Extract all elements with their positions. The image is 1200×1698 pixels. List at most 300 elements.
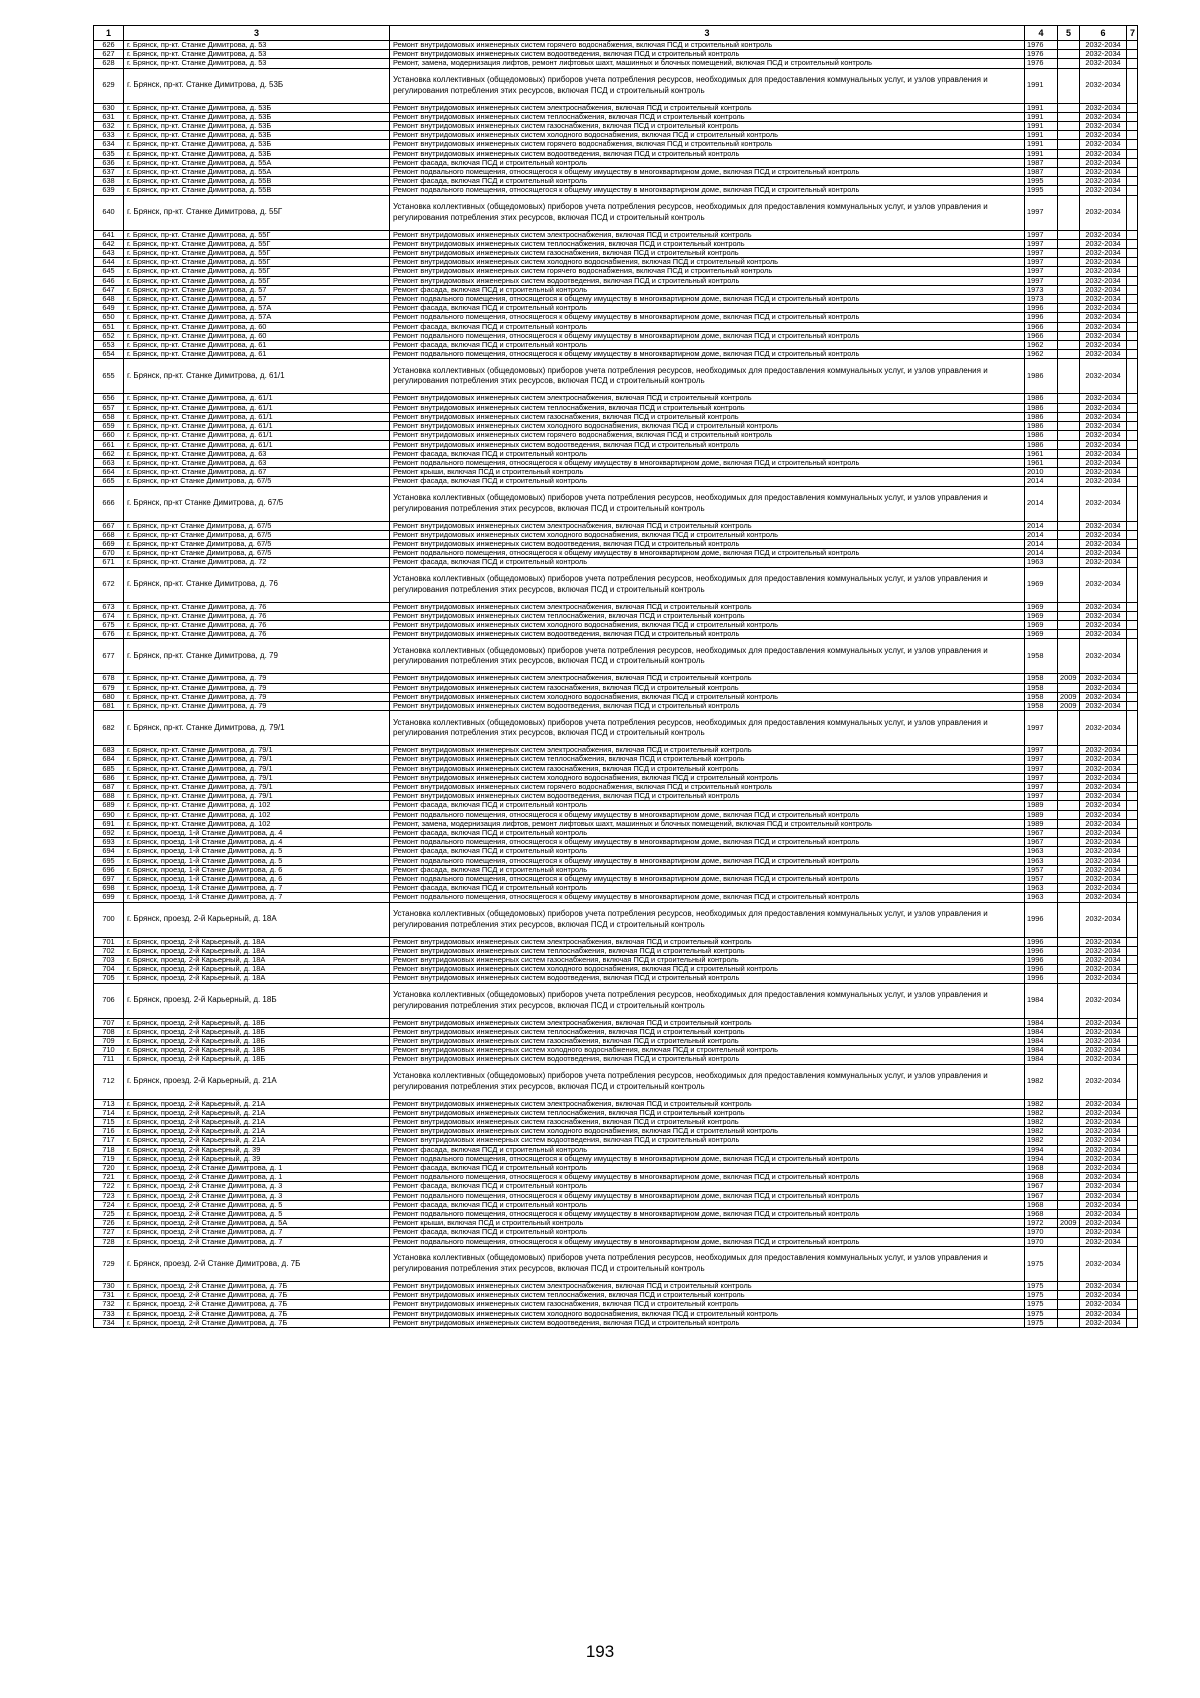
work-type-cell: Ремонт подвального помещения, относящегося к общему имуществу в многоквартирном доме, включая ПСД и строительный контроль [390,838,1025,847]
planned-period-cell: 2032-2034 [1080,884,1127,893]
address-cell: г. Брянск, проезд. 2-й Карьерный, д. 21А [124,1064,390,1099]
planned-period-cell: 2032-2034 [1080,267,1127,276]
planned-period-cell: 2032-2034 [1080,1108,1127,1117]
planned-period-cell: 2032-2034 [1080,1136,1127,1145]
extra-cell [1127,1318,1138,1327]
table-row [94,692,1138,701]
extra-cell [1127,764,1138,773]
extra-cell [1127,186,1138,195]
last-repair-year-cell [1058,965,1080,974]
planned-period-cell: 2032-2034 [1080,755,1127,764]
extra-cell [1127,1027,1138,1036]
extra-cell [1127,1127,1138,1136]
last-repair-year-cell [1058,1246,1080,1281]
planned-period-cell: 2032-2034 [1080,692,1127,701]
table-row [94,195,1138,230]
row-number: 666 [94,486,124,521]
row-number: 685 [94,764,124,773]
address-cell: г. Брянск, пр-кт. Станке Димитрова, д. 67 [124,468,390,477]
planned-period-cell: 2032-2034 [1080,530,1127,539]
work-type-cell: Ремонт внутридомовых инженерных систем теплоснабжения, включая ПСД и строительный контроль [390,403,1025,412]
extra-cell [1127,865,1138,874]
extra-cell [1127,801,1138,810]
last-repair-year-cell [1058,983,1080,1018]
work-type-cell: Ремонт внутридомовых инженерных систем теплоснабжения, включая ПСД и строительный контроль [390,112,1025,121]
table-row [94,865,1138,874]
work-type-cell: Ремонт внутридомовых инженерных систем водоотведения, включая ПСД и строительный контроль [390,701,1025,710]
row-number: 668 [94,530,124,539]
row-number: 717 [94,1136,124,1145]
planned-period-cell: 2032-2034 [1080,828,1127,837]
row-number: 645 [94,267,124,276]
address-cell: г. Брянск, пр-кт. Станке Димитрова, д. 57А [124,304,390,313]
address-cell: г. Брянск, проезд. 1-й Станке Димитрова, д. 5 [124,847,390,856]
row-number: 682 [94,711,124,746]
last-repair-year-cell [1058,711,1080,746]
last-repair-year-cell [1058,477,1080,486]
planned-period-cell: 2032-2034 [1080,168,1127,177]
table-row [94,249,1138,258]
row-number: 631 [94,112,124,121]
address-cell: г. Брянск, проезд. 2-й Станке Димитрова, д. 7Б [124,1309,390,1318]
last-repair-year-cell [1058,331,1080,340]
work-type-cell: Ремонт, замена, модернизация лифтов, ремонт лифтовых шахт, машинных и блочных помещений, включая ПСД и строительный контроль [390,819,1025,828]
planned-period-cell: 2032-2034 [1080,449,1127,458]
year-built-cell: 1986 [1025,403,1058,412]
last-repair-year-cell [1058,1281,1080,1290]
work-type-cell: Установка коллективных (общедомовых) приборов учета потребления ресурсов, необходимых для предоставления коммунальных услуг, и узлов управления и регулирования потребления этих ресурсов, включая ПСД и строительный контроль [390,1246,1025,1281]
table-row [94,1136,1138,1145]
year-built-cell: 1997 [1025,195,1058,230]
row-number: 675 [94,620,124,629]
table-row [94,711,1138,746]
last-repair-year-cell [1058,1037,1080,1046]
work-type-cell: Ремонт подвального помещения, относящегося к общему имуществу в многоквартирном доме, включая ПСД и строительный контроль [390,168,1025,177]
row-number: 695 [94,856,124,865]
table-row [94,893,1138,902]
last-repair-year-cell [1058,521,1080,530]
address-cell: г. Брянск, пр-кт. Станке Димитрова, д. 60 [124,331,390,340]
row-number: 718 [94,1145,124,1154]
address-cell: г. Брянск, пр-кт. Станке Димитрова, д. 102 [124,819,390,828]
last-repair-year-cell [1058,50,1080,59]
last-repair-year-cell [1058,801,1080,810]
address-cell: г. Брянск, проезд. 2-й Карьерный, д. 18Б [124,983,390,1018]
work-type-cell: Ремонт подвального помещения, относящегося к общему имуществу в многоквартирном доме, включая ПСД и строительный контроль [390,1210,1025,1219]
planned-period-cell: 2032-2034 [1080,1127,1127,1136]
last-repair-year-cell [1058,449,1080,458]
table-row [94,403,1138,412]
table-row [94,838,1138,847]
planned-period-cell: 2032-2034 [1080,350,1127,359]
address-cell: г. Брянск, проезд. 1-й Станке Димитрова, д. 7 [124,893,390,902]
address-cell: г. Брянск, пр-кт Станке Димитрова, д. 67/5 [124,539,390,548]
work-type-cell: Ремонт подвального помещения, относящегося к общему имуществу в многоквартирном доме, включая ПСД и строительный контроль [390,313,1025,322]
address-cell: г. Брянск, пр-кт. Станке Димитрова, д. 55Г [124,258,390,267]
extra-cell [1127,937,1138,946]
table-row [94,1064,1138,1099]
extra-cell [1127,946,1138,955]
table-row [94,103,1138,112]
work-type-cell: Ремонт внутридомовых инженерных систем электроснабжения, включая ПСД и строительный контроль [390,674,1025,683]
row-number: 663 [94,458,124,467]
year-built-cell: 1969 [1025,567,1058,602]
work-type-cell: Установка коллективных (общедомовых) приборов учета потребления ресурсов, необходимых для предоставления коммунальных услуг, и узлов управления и регулирования потребления этих ресурсов, включая ПСД и строительный контроль [390,567,1025,602]
last-repair-year-cell [1058,1309,1080,1318]
work-type-cell: Ремонт внутридомовых инженерных систем электроснабжения, включая ПСД и строительный контроль [390,230,1025,239]
extra-cell [1127,1164,1138,1173]
year-built-cell: 1996 [1025,902,1058,937]
table-row [94,1055,1138,1064]
year-built-cell: 1958 [1025,639,1058,674]
address-cell: г. Брянск, проезд. 2-й Станке Димитрова, д. 7Б [124,1318,390,1327]
table-row [94,186,1138,195]
last-repair-year-cell [1058,230,1080,239]
planned-period-cell: 2032-2034 [1080,331,1127,340]
planned-period-cell: 2032-2034 [1080,1318,1127,1327]
row-number: 654 [94,350,124,359]
address-cell: г. Брянск, проезд. 2-й Станке Димитрова, д. 7 [124,1228,390,1237]
year-built-cell: 1997 [1025,755,1058,764]
work-type-cell: Ремонт внутридомовых инженерных систем холодного водоснабжения, включая ПСД и строительный контроль [390,692,1025,701]
last-repair-year-cell [1058,602,1080,611]
year-built-cell: 1957 [1025,865,1058,874]
extra-cell [1127,1210,1138,1219]
row-number: 664 [94,468,124,477]
table-row [94,449,1138,458]
planned-period-cell: 2032-2034 [1080,792,1127,801]
header-col-7: 7 [1127,26,1138,41]
planned-period-cell: 2032-2034 [1080,856,1127,865]
extra-cell [1127,1191,1138,1200]
extra-cell [1127,1228,1138,1237]
address-cell: г. Брянск, пр-кт. Станке Димитрова, д. 102 [124,810,390,819]
row-number: 674 [94,611,124,620]
row-number: 672 [94,567,124,602]
work-type-cell: Установка коллективных (общедомовых) приборов учета потребления ресурсов, необходимых для предоставления коммунальных услуг, и узлов управления и регулирования потребления этих ресурсов, включая ПСД и строительный контроль [390,711,1025,746]
work-type-cell: Ремонт внутридомовых инженерных систем водоотведения, включая ПСД и строительный контроль [390,1136,1025,1145]
address-cell: г. Брянск, проезд. 1-й Станке Димитрова, д. 4 [124,828,390,837]
work-type-cell: Ремонт внутридомовых инженерных систем электроснабжения, включая ПСД и строительный контроль [390,602,1025,611]
table-row [94,1037,1138,1046]
year-built-cell: 1966 [1025,322,1058,331]
table-row [94,620,1138,629]
planned-period-cell: 2032-2034 [1080,558,1127,567]
table-row [94,440,1138,449]
address-cell: г. Брянск, проезд. 2-й Карьерный, д. 18А [124,937,390,946]
work-type-cell: Ремонт внутридомовых инженерных систем газоснабжения, включая ПСД и строительный контроль [390,122,1025,131]
work-type-cell: Ремонт фасада, включая ПСД и строительный контроль [390,1182,1025,1191]
address-cell: г. Брянск, проезд. 2-й Станке Димитрова, д. 7Б [124,1300,390,1309]
table-row [94,230,1138,239]
row-number: 691 [94,819,124,828]
planned-period-cell: 2032-2034 [1080,965,1127,974]
planned-period-cell: 2032-2034 [1080,285,1127,294]
work-type-cell: Ремонт внутридомовых инженерных систем горячего водоснабжения, включая ПСД и строительный контроль [390,431,1025,440]
planned-period-cell: 2032-2034 [1080,1055,1127,1064]
planned-period-cell: 2032-2034 [1080,186,1127,195]
last-repair-year-cell [1058,140,1080,149]
extra-cell [1127,828,1138,837]
extra-cell [1127,422,1138,431]
planned-period-cell: 2032-2034 [1080,683,1127,692]
extra-cell [1127,177,1138,186]
extra-cell [1127,122,1138,131]
last-repair-year-cell [1058,865,1080,874]
planned-period-cell: 2032-2034 [1080,149,1127,158]
planned-period-cell: 2032-2034 [1080,1099,1127,1108]
row-number: 629 [94,68,124,103]
address-cell: г. Брянск, пр-кт. Станке Димитрова, д. 55Г [124,239,390,248]
page-number: 193 [585,1642,615,1661]
last-repair-year-cell [1058,1027,1080,1036]
work-type-cell: Ремонт подвального помещения, относящегося к общему имуществу в многоквартирном доме, включая ПСД и строительный контроль [390,331,1025,340]
planned-period-cell: 2032-2034 [1080,1173,1127,1182]
extra-cell [1127,103,1138,112]
last-repair-year-cell [1058,1046,1080,1055]
year-built-cell: 1976 [1025,50,1058,59]
year-built-cell: 1991 [1025,68,1058,103]
last-repair-year-cell [1058,122,1080,131]
table-row [94,630,1138,639]
address-cell: г. Брянск, проезд. 2-й Станке Димитрова, д. 7Б [124,1281,390,1290]
row-number: 673 [94,602,124,611]
table-body [94,26,1138,1328]
table-row [94,477,1138,486]
planned-period-cell: 2032-2034 [1080,458,1127,467]
row-number: 665 [94,477,124,486]
table-row [94,1173,1138,1182]
planned-period-cell: 2032-2034 [1080,431,1127,440]
planned-period-cell: 2032-2034 [1080,674,1127,683]
year-built-cell: 1989 [1025,810,1058,819]
extra-cell [1127,1237,1138,1246]
work-type-cell: Ремонт внутридомовых инженерных систем теплоснабжения, включая ПСД и строительный контроль [390,946,1025,955]
extra-cell [1127,567,1138,602]
extra-cell [1127,304,1138,313]
planned-period-cell: 2032-2034 [1080,68,1127,103]
table-row [94,177,1138,186]
work-type-cell: Установка коллективных (общедомовых) приборов учета потребления ресурсов, необходимых для предоставления коммунальных услуг, и узлов управления и регулирования потребления этих ресурсов, включая ПСД и строительный контроль [390,486,1025,521]
address-cell: г. Брянск, пр-кт. Станке Димитрова, д. 55Г [124,230,390,239]
year-built-cell: 2014 [1025,539,1058,548]
year-built-cell: 2014 [1025,521,1058,530]
table-row [94,1191,1138,1200]
planned-period-cell: 2032-2034 [1080,630,1127,639]
address-cell: г. Брянск, проезд. 2-й Станке Димитрова, д. 3 [124,1182,390,1191]
table-row [94,639,1138,674]
last-repair-year-cell [1058,158,1080,167]
work-type-cell: Ремонт внутридомовых инженерных систем горячего водоснабжения, включая ПСД и строительный контроль [390,140,1025,149]
row-number: 709 [94,1037,124,1046]
last-repair-year-cell [1058,403,1080,412]
row-number: 655 [94,359,124,394]
year-built-cell: 1996 [1025,313,1058,322]
last-repair-year-cell [1058,195,1080,230]
year-built-cell: 1984 [1025,1055,1058,1064]
last-repair-year-cell [1058,359,1080,394]
planned-period-cell: 2032-2034 [1080,1027,1127,1036]
table-row [94,50,1138,59]
extra-cell [1127,359,1138,394]
work-type-cell: Ремонт подвального помещения, относящегося к общему имуществу в многоквартирном доме, включая ПСД и строительный контроль [390,875,1025,884]
year-built-cell: 1975 [1025,1281,1058,1290]
row-number: 708 [94,1027,124,1036]
row-number: 730 [94,1281,124,1290]
extra-cell [1127,639,1138,674]
table-row [94,521,1138,530]
year-built-cell: 1968 [1025,1164,1058,1173]
last-repair-year-cell [1058,431,1080,440]
table-row [94,611,1138,620]
work-type-cell: Ремонт внутридомовых инженерных систем газоснабжения, включая ПСД и строительный контроль [390,1037,1025,1046]
extra-cell [1127,856,1138,865]
work-type-cell: Ремонт внутридомовых инженерных систем водоотведения, включая ПСД и строительный контроль [390,974,1025,983]
year-built-cell: 1982 [1025,1127,1058,1136]
last-repair-year-cell [1058,1118,1080,1127]
row-number: 659 [94,422,124,431]
year-built-cell: 1996 [1025,956,1058,965]
extra-cell [1127,620,1138,629]
table-row [94,304,1138,313]
table-row [94,539,1138,548]
work-type-cell: Установка коллективных (общедомовых) приборов учета потребления ресурсов, необходимых для предоставления коммунальных услуг, и узлов управления и регулирования потребления этих ресурсов, включая ПСД и строительный контроль [390,68,1025,103]
last-repair-year-cell [1058,295,1080,304]
last-repair-year-cell [1058,838,1080,847]
planned-period-cell: 2032-2034 [1080,746,1127,755]
planned-period-cell: 2032-2034 [1080,974,1127,983]
last-repair-year-cell [1058,558,1080,567]
row-number: 634 [94,140,124,149]
header-row [94,26,1138,41]
row-number: 692 [94,828,124,837]
year-built-cell: 1989 [1025,801,1058,810]
extra-cell [1127,331,1138,340]
table-row [94,683,1138,692]
row-number: 732 [94,1300,124,1309]
work-type-cell: Ремонт внутридомовых инженерных систем холодного водоснабжения, включая ПСД и строительный контроль [390,422,1025,431]
row-number: 628 [94,59,124,68]
last-repair-year-cell [1058,630,1080,639]
year-built-cell: 1958 [1025,683,1058,692]
last-repair-year-cell [1058,68,1080,103]
planned-period-cell: 2032-2034 [1080,701,1127,710]
address-cell: г. Брянск, пр-кт. Станке Димитрова, д. 76 [124,611,390,620]
last-repair-year-cell [1058,856,1080,865]
last-repair-year-cell [1058,177,1080,186]
row-number: 725 [94,1210,124,1219]
row-number: 657 [94,403,124,412]
planned-period-cell: 2032-2034 [1080,131,1127,140]
extra-cell [1127,1136,1138,1145]
year-built-cell: 1996 [1025,974,1058,983]
year-built-cell: 1963 [1025,856,1058,865]
work-type-cell: Ремонт, замена, модернизация лифтов, ремонт лифтовых шахт, машинных и блочных помещений, включая ПСД и строительный контроль [390,59,1025,68]
year-built-cell: 1987 [1025,158,1058,167]
address-cell: г. Брянск, пр-кт. Станке Димитрова, д. 53Б [124,68,390,103]
year-built-cell: 1982 [1025,1118,1058,1127]
planned-period-cell: 2032-2034 [1080,1291,1127,1300]
year-built-cell: 1975 [1025,1300,1058,1309]
extra-cell [1127,477,1138,486]
work-type-cell: Ремонт внутридомовых инженерных систем холодного водоснабжения, включая ПСД и строительный контроль [390,773,1025,782]
table-row [94,828,1138,837]
work-type-cell: Ремонт внутридомовых инженерных систем холодного водоснабжения, включая ПСД и строительный контроль [390,131,1025,140]
last-repair-year-cell [1058,782,1080,791]
work-type-cell: Ремонт внутридомовых инженерных систем электроснабжения, включая ПСД и строительный контроль [390,394,1025,403]
row-number: 641 [94,230,124,239]
row-number: 636 [94,158,124,167]
table-row [94,1154,1138,1163]
table-row [94,458,1138,467]
row-number: 700 [94,902,124,937]
extra-cell [1127,1173,1138,1182]
extra-cell [1127,602,1138,611]
planned-period-cell: 2032-2034 [1080,1145,1127,1154]
table-row [94,937,1138,946]
planned-period-cell: 2032-2034 [1080,1064,1127,1099]
last-repair-year-cell [1058,412,1080,421]
work-type-cell: Ремонт фасада, включая ПСД и строительный контроль [390,865,1025,874]
planned-period-cell: 2032-2034 [1080,486,1127,521]
row-number: 703 [94,956,124,965]
row-number: 696 [94,865,124,874]
work-type-cell: Ремонт внутридомовых инженерных систем водоотведения, включая ПСД и строительный контроль [390,539,1025,548]
last-repair-year-cell [1058,764,1080,773]
work-type-cell: Установка коллективных (общедомовых) приборов учета потребления ресурсов, необходимых для предоставления коммунальных услуг, и узлов управления и регулирования потребления этих ресурсов, включая ПСД и строительный контроль [390,359,1025,394]
row-number: 680 [94,692,124,701]
work-type-cell: Ремонт внутридомовых инженерных систем холодного водоснабжения, включая ПСД и строительный контроль [390,965,1025,974]
extra-cell [1127,195,1138,230]
last-repair-year-cell [1058,549,1080,558]
planned-period-cell: 2032-2034 [1080,359,1127,394]
year-built-cell: 1958 [1025,674,1058,683]
planned-period-cell: 2032-2034 [1080,773,1127,782]
planned-period-cell: 2032-2034 [1080,567,1127,602]
last-repair-year-cell [1058,168,1080,177]
last-repair-year-cell: 2009 [1058,692,1080,701]
table-row [94,974,1138,983]
row-number: 713 [94,1099,124,1108]
extra-cell [1127,521,1138,530]
address-cell: г. Брянск, пр-кт. Станке Димитрова, д. 61/1 [124,431,390,440]
row-number: 681 [94,701,124,710]
address-cell: г. Брянск, проезд. 2-й Карьерный, д. 18А [124,974,390,983]
work-type-cell: Ремонт фасада, включая ПСД и строительный контроль [390,177,1025,186]
extra-cell [1127,149,1138,158]
planned-period-cell: 2032-2034 [1080,295,1127,304]
planned-period-cell: 2032-2034 [1080,313,1127,322]
planned-period-cell: 2032-2034 [1080,1281,1127,1290]
work-type-cell: Ремонт фасада, включая ПСД и строительный контроль [390,1228,1025,1237]
year-built-cell: 1963 [1025,558,1058,567]
work-type-cell: Ремонт подвального помещения, относящегося к общему имуществу в многоквартирном доме, включая ПСД и строительный контроль [390,458,1025,467]
last-repair-year-cell [1058,1018,1080,1027]
planned-period-cell: 2032-2034 [1080,322,1127,331]
work-type-cell: Ремонт подвального помещения, относящегося к общему имуществу в многоквартирном доме, включая ПСД и строительный контроль [390,186,1025,195]
year-built-cell: 1958 [1025,692,1058,701]
work-type-cell: Ремонт подвального помещения, относящегося к общему имуществу в многоквартирном доме, включая ПСД и строительный контроль [390,856,1025,865]
address-cell: г. Брянск, пр-кт. Станке Димитрова, д. 55Г [124,195,390,230]
table-row [94,956,1138,965]
work-type-cell: Ремонт внутридомовых инженерных систем водоотведения, включая ПСД и строительный контроль [390,1055,1025,1064]
work-type-cell: Ремонт внутридомовых инженерных систем водоотведения, включая ПСД и строительный контроль [390,792,1025,801]
row-number: 626 [94,41,124,50]
year-built-cell: 1969 [1025,620,1058,629]
planned-period-cell: 2032-2034 [1080,875,1127,884]
table-row [94,1228,1138,1237]
address-cell: г. Брянск, проезд. 2-й Станке Димитрова, д. 5 [124,1210,390,1219]
